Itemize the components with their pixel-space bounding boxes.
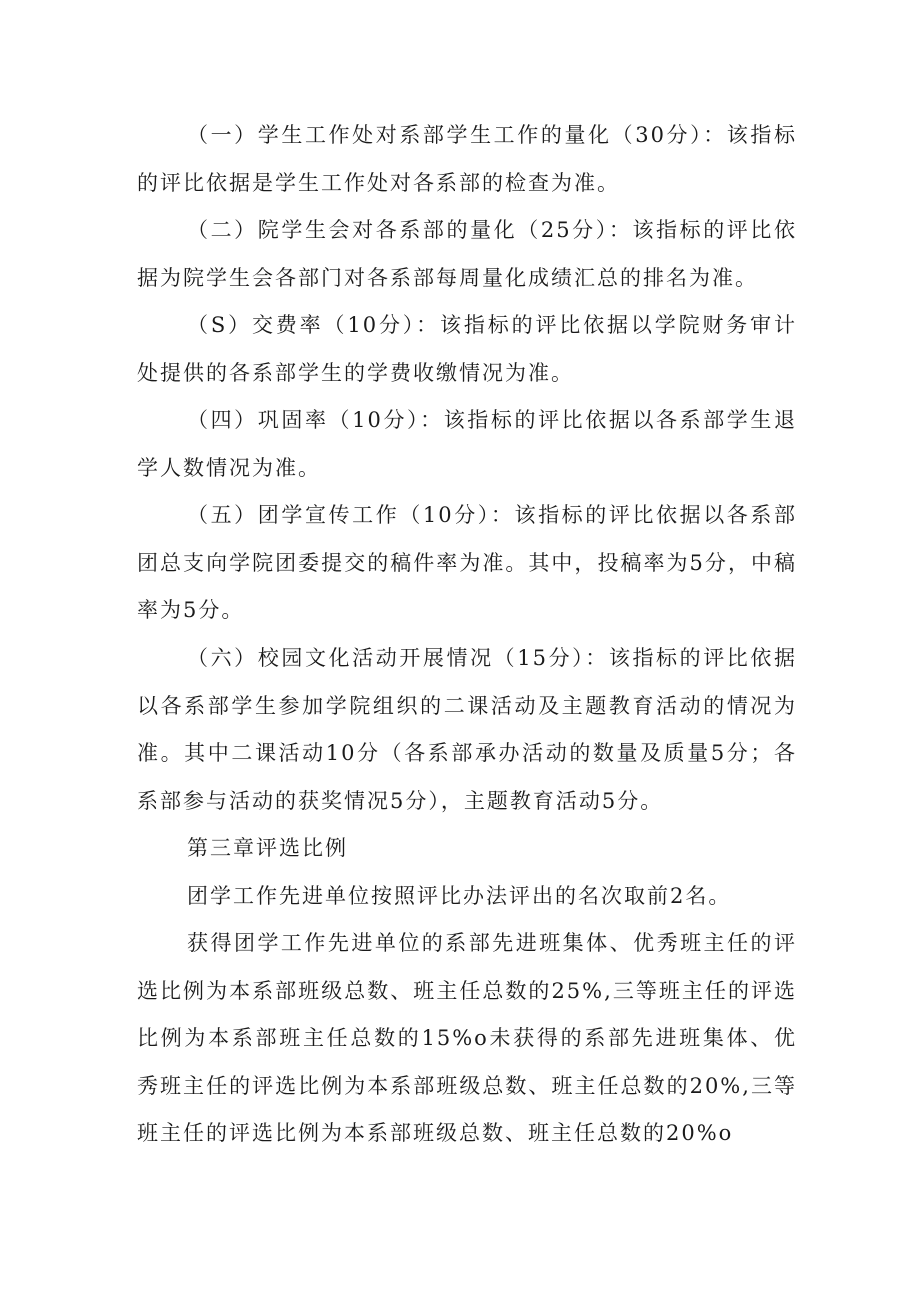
paragraph-item-5: （五）团学宣传工作（10分）：该指标的评比依据以各系部团总支向学院团委提交的稿件率为准。其中，投稿率为5分，中稿率为5分。 bbox=[137, 503, 797, 622]
paragraph-selection-ratio: 获得团学工作先进单位的系部先进班集体、优秀班主任的评选比例为本系部班级总数、班主任总数的25%,三等班主任的评选比例为本系部班主任总数的15%o未获得的系部先进班集体、优秀班主任的评选比例为本系部班级总数、班主任总数的20%,三等班主任的评选比例为本系部班级总数、班主任总数的20%o bbox=[137, 931, 797, 1145]
paragraph-item-4: （四）巩固率（10分）：该指标的评比依据以各系部学生退学人数情况为准。 bbox=[137, 408, 797, 480]
paragraph-item-2: （二）院学生会对各系部的量化（25分）：该指标的评比依据为院学生会各部门对各系部每周量化成绩汇总的排名为准。 bbox=[137, 218, 797, 290]
paragraph-item-1: （一）学生工作处对系部学生工作的量化（30分）：该指标的评比依据是学生工作处对各系部的检查为准。 bbox=[137, 123, 797, 195]
paragraph-item-3: （S）交费率（10分）：该指标的评比依据以学院财务审计处提供的各系部学生的学费收缴情况为准。 bbox=[137, 313, 797, 385]
paragraph-item-6: （六）校园文化活动开展情况（15分）：该指标的评比依据以各系部学生参加学院组织的二课活动及主题教育活动的情况为准。其中二课活动10分（各系部承办活动的数量及质量5分；各系部参与活动的获奖情况5分），主题教育活动5分。 bbox=[137, 646, 797, 813]
paragraph-ranking: 团学工作先进单位按照评比办法评出的名次取前2名。 bbox=[187, 884, 732, 908]
chapter-heading: 第三章评选比例 bbox=[187, 836, 348, 860]
